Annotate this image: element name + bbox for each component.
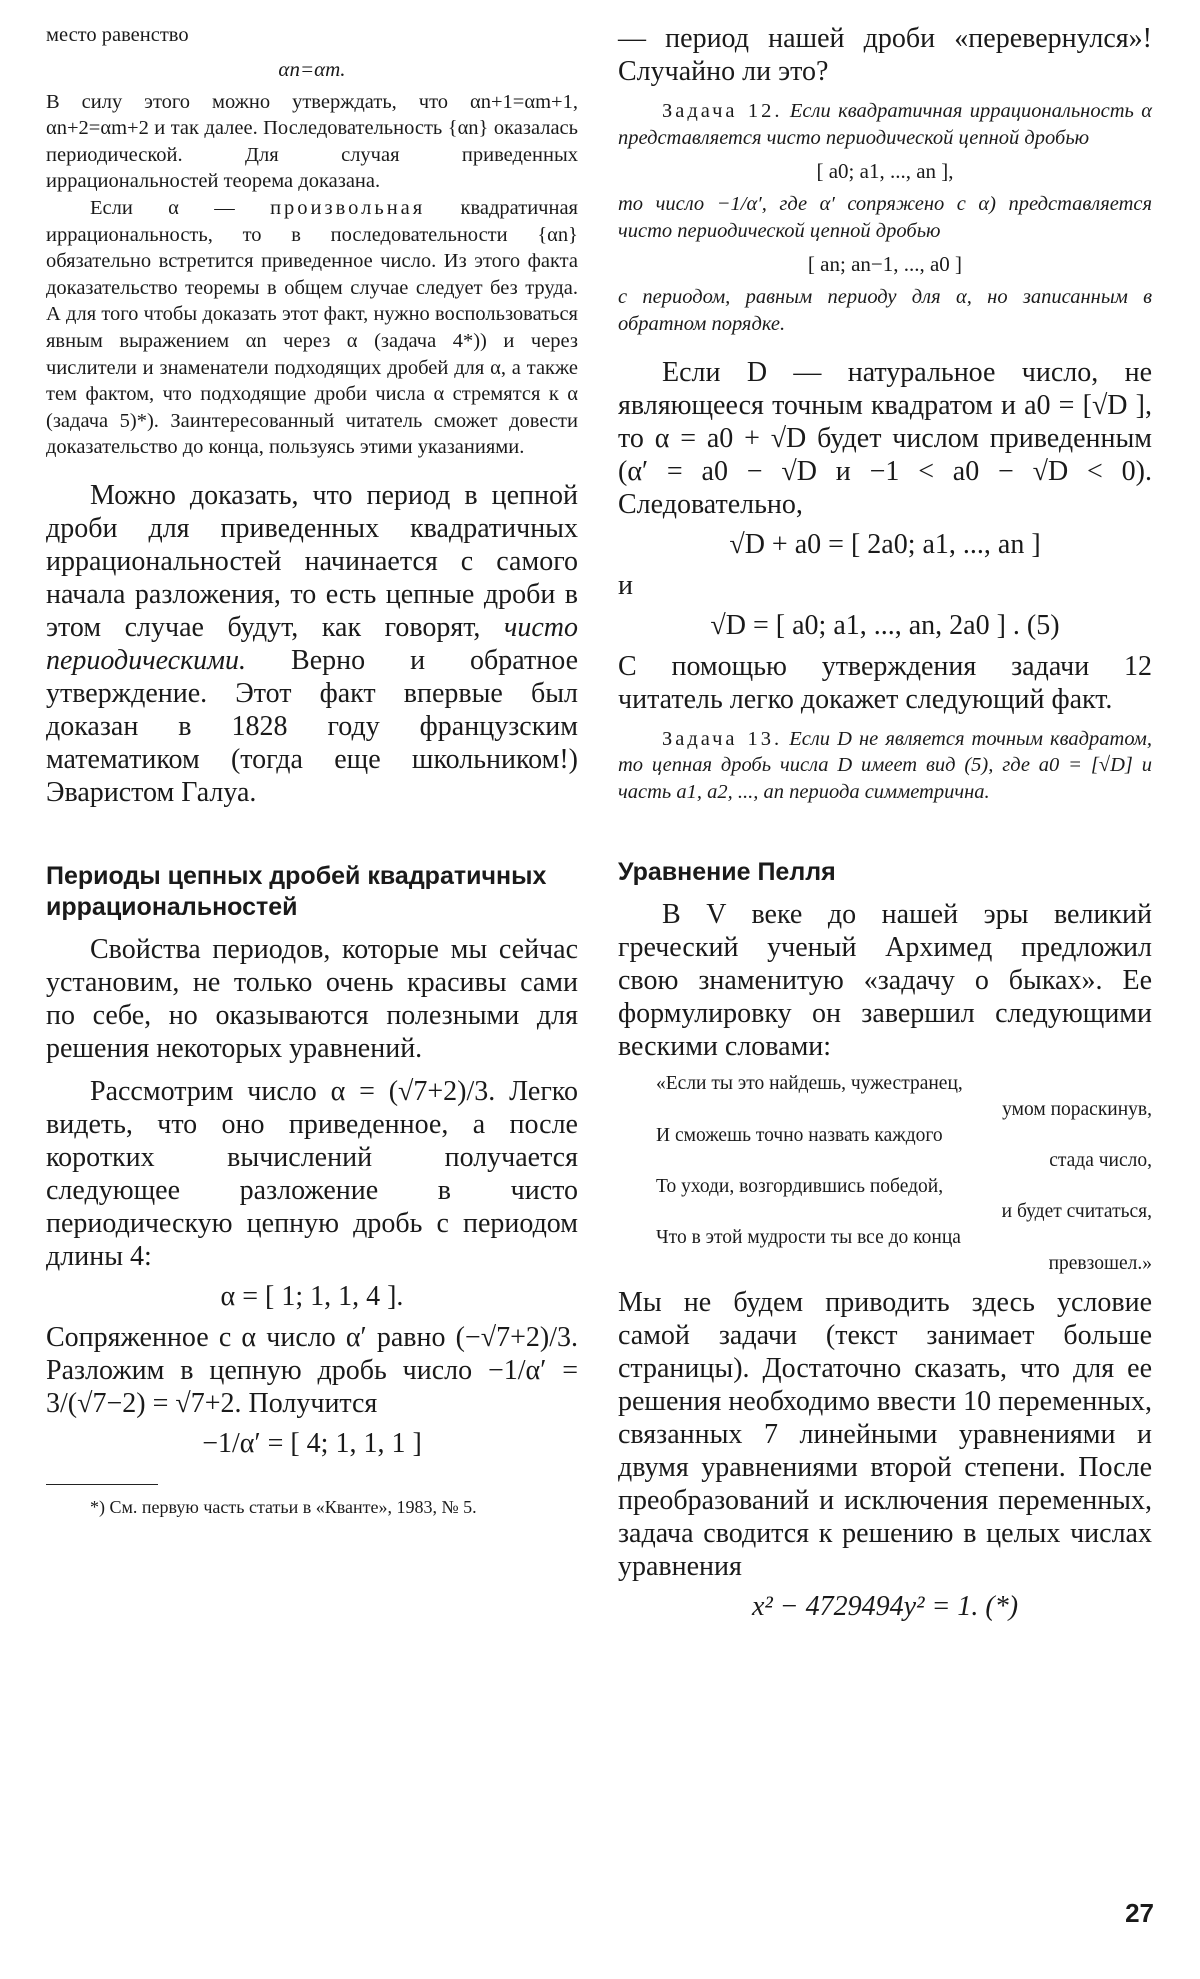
footnote: *) См. первую часть статьи в «Кванте», 1983, № 5. bbox=[90, 1496, 477, 1517]
footnote-rule bbox=[46, 1484, 158, 1485]
paragraph: С помощью утверждения задачи 12 читатель легко докажет следующий факт. bbox=[618, 650, 1152, 715]
formula: √D + a0 = [ 2a0; a1, ..., an ] bbox=[729, 528, 1041, 560]
formula: αn=αm. bbox=[278, 56, 346, 81]
paragraph: Мы не будем приводить здесь условие самой задачи (текст занимает больше страницы). Достаточно сказать, что для ее решения необходимо ввести 10 переменных, связанных 7 линейными уравнениями и двумя уравнениями второй степени. После преобразований и исключения переменных, задача сводится к решению в целых числах уравнения bbox=[618, 1287, 1152, 1583]
left-column bbox=[46, 22, 578, 1519]
spaced-word: произвольная bbox=[270, 196, 426, 219]
paragraph: Рассмотрим число α = (√7+2)/3. Легко видеть, что оно приведенное, а после коротких вычислений получается следующее разложение в чисто периодическую цепную дробь с периодом длины 4: bbox=[46, 1075, 578, 1272]
paragraph: — период нашей дроби «перевернулся»! Случайно ли это? bbox=[618, 23, 1152, 87]
paragraph: В силу этого можно утверждать, что αn+1=αm+1, αn+2=αm+2 и так далее. Последовательность {αn} оказалась периодической. Для случая приведенных иррациональностей теорема доказана. bbox=[46, 90, 578, 193]
task-label: Задача 13. bbox=[662, 727, 783, 750]
formula: α = [ 1; 1, 1, 4 ]. bbox=[220, 1280, 404, 1312]
emphasis: чисто периодическими. bbox=[46, 611, 578, 676]
poem-quote: «Если ты это найдешь, чужестранец, умом пораскинув, И сможешь точно назвать каждого стада число, То уходи, возгордившись победой, и будет считаться, Что в этой мудрости ты все до конца превзошел.» bbox=[656, 1073, 1152, 1274]
paragraph: Сопряженное с α число α′ равно (−√7+2)/3. Разложим в цепную дробь число −1/α′ = 3/(√7−2) = √7+2. Получится bbox=[46, 1321, 578, 1419]
paragraph: Можно доказать, что период в цепной дроби для приведенных квадратичных иррациональностей начинается с самого начала разложения, то есть цепные дроби в этом случае будут, как говорят, чисто периодическими. Верно и обратное утверждение. Этот факт впервые был доказан в 1828 году французским математиком (тогда еще школьником!) Эваристом Галуа. bbox=[46, 479, 578, 808]
formula: [ an; an−1, ..., a0 ] bbox=[807, 252, 963, 277]
task-12: Задача 12. Если квадратичная иррациональность α представляется чисто периодической цепной дробью [ a0; a1, ..., an ], то число −1/α′, где α′ сопряжено с α) представляется чисто периодической цепной дробью [ an; an−1, ..., a0 ] с периодом, равным периоду для α, но записанным в обратном порядке. bbox=[618, 100, 1152, 335]
paragraph: Свойства периодов, которые мы сейчас установим, не только очень красивы сами по себе, но оказываются полезными для решения некоторых уравнений. bbox=[46, 933, 578, 1064]
paragraph: Если D — натуральное число, не являющееся точным квадратом и a0 = [√D ], то α = a0 + √D будет числом приведенным (α′ = a0 − √D и −1 < a0 − √D < 0). Следовательно, bbox=[618, 356, 1152, 520]
task-label: Задача 12. bbox=[662, 100, 783, 122]
paragraph: В V веке до нашей эры великий греческий ученый Архимед предложил свою знаменитую «задачу о быках». Ее формулировку он завершил следующими вескими словами: bbox=[618, 899, 1152, 1063]
right-column bbox=[618, 22, 1152, 1631]
formula: [ a0; a1, ..., an ], bbox=[816, 159, 954, 184]
task-13: Задача 13. Если D не является точным квадратом, то цепная дробь числа D имеет вид (5), где a0 = [√D] и часть a1, a2, ..., an периода симметрична. bbox=[618, 727, 1152, 803]
conjunction: и bbox=[618, 569, 633, 601]
formula: −1/α′ = [ 4; 1, 1, 1 ] bbox=[202, 1427, 422, 1459]
section-heading: Уравнение Пелля bbox=[618, 858, 836, 887]
page-number: 27 bbox=[1125, 1898, 1154, 1928]
paragraph: место равенство bbox=[46, 24, 189, 46]
section-heading: Периоды цепных дробей квадратичных иррациональностей bbox=[46, 861, 547, 921]
paragraph: Если α — произвольная квадратичная иррациональность, то в последовательности {αn} обязательно встретится приведенное число. Из этого факта доказательство теоремы в общем случае следует без труда. А для того чтобы доказать этот факт, нужно воспользоваться явным выражением αn через α (задача 4*)) и через числители и знаменатели подходящих дробей для α, а также тем фактом, что подходящие дроби числа α стремятся к α (задача 5)*). Заинтересованный читатель сможет довести доказательство до конца, пользуясь этими указаниями. bbox=[46, 196, 578, 459]
formula: x² − 4729494y² = 1. (*) bbox=[751, 1591, 1019, 1623]
formula: √D = [ a0; a1, ..., an, 2a0 ] . (5) bbox=[710, 609, 1060, 641]
